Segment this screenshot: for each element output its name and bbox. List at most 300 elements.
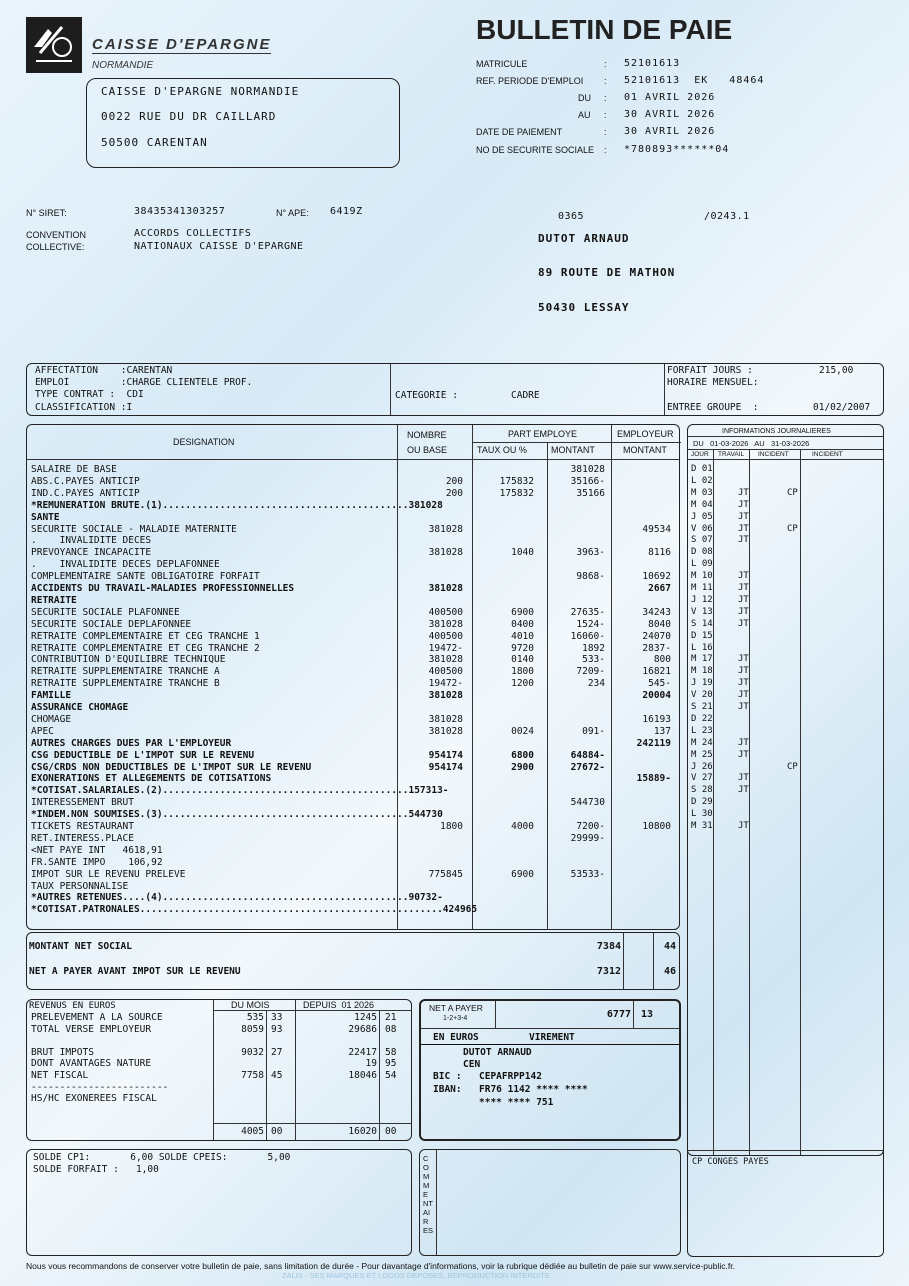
daily-incident: CP	[787, 523, 798, 534]
employer-address-line: 0022 RUE DU DR CAILLARD	[101, 110, 277, 123]
pay-line-base: 1800	[440, 821, 463, 832]
daily-work: JT	[738, 821, 749, 831]
daily-row	[690, 463, 880, 475]
pay-line-montant: 1892	[582, 642, 605, 654]
net-box	[26, 932, 680, 990]
daily-work: JT	[738, 594, 749, 605]
pay-line-employeur: 800	[653, 654, 671, 666]
forfait-value: 215,00	[819, 365, 854, 376]
pay-line-employeur: 8040	[648, 618, 671, 630]
pay-line-base: 400500	[428, 666, 463, 678]
employee-name: DUTOT ARNAUD	[538, 232, 630, 245]
net-social-cents: 44	[664, 941, 677, 952]
pay-line-taux: 1800	[511, 666, 534, 678]
pay-line-designation: ASSURANCE CHOMAGE	[31, 702, 129, 713]
revenus-total-mois-cents: 00	[271, 1126, 283, 1137]
daily-day: V 27	[691, 773, 713, 784]
revenus-label: PRELEVEMENT A LA SOURCE	[31, 1012, 163, 1023]
revenus-depuis-cents: 21	[385, 1012, 397, 1023]
pay-line-montant: 1524-	[576, 618, 605, 630]
pay-line-employeur: 20004	[642, 690, 671, 702]
pay-line	[27, 881, 681, 893]
net-a-payer-euros: 6777	[606, 1009, 631, 1020]
header-label: DATE DE PAIEMENT	[476, 127, 563, 137]
revenus-depuis: 1245	[354, 1012, 377, 1023]
pay-line-montant: 35166-	[570, 475, 605, 487]
daily-day: D 15	[691, 630, 713, 641]
revenus-mois: 535	[246, 1012, 264, 1023]
pay-line-taux: 4000	[511, 821, 534, 832]
revenus-row	[27, 1012, 413, 1024]
pay-line	[27, 476, 681, 488]
revenus-mois: 7758	[241, 1070, 264, 1081]
daily-day: V 06	[691, 523, 713, 534]
daily-work: JT	[738, 666, 749, 677]
pay-line-employeur: 8116	[648, 547, 671, 559]
pay-line-taux: 175832	[499, 487, 534, 499]
pay-line-designation: SALAIRE DE BASE	[31, 464, 117, 475]
pay-line-employeur: 545-	[648, 678, 671, 690]
daily-day: M 10	[691, 571, 713, 582]
pay-line-employeur: 242119	[636, 737, 671, 749]
daily-row	[690, 582, 880, 594]
pay-line-employeur: 10692	[642, 571, 671, 583]
page-title: BULLETIN DE PAIE	[476, 14, 733, 45]
pay-line-taux: 1200	[511, 678, 534, 690]
daily-work: JT	[738, 487, 749, 498]
pay-line	[27, 892, 681, 904]
pay-line-employeur: 10800	[642, 821, 671, 832]
header-label: AU	[578, 110, 591, 120]
pay-line-base: 381028	[428, 654, 463, 666]
header-value: 30 AVRIL 2026	[624, 126, 716, 137]
ape-value: 6419Z	[330, 206, 363, 217]
revenus-mois-cents: 45	[271, 1070, 283, 1081]
legend-text: CP CONGES PAYES	[692, 1157, 769, 1167]
daily-row	[690, 749, 880, 761]
pay-line-designation: RETRAITE	[31, 594, 77, 606]
pay-line-taux: 0024	[511, 725, 534, 737]
daily-incident: CP	[787, 487, 798, 498]
daily-row	[690, 606, 880, 618]
daily-row	[690, 784, 880, 796]
col-ou-base: OU BASE	[407, 445, 448, 455]
daily-row	[690, 642, 880, 654]
daily-work: JT	[738, 606, 749, 617]
daily-day: D 01	[691, 464, 713, 474]
pay-line	[27, 869, 681, 881]
daily-work: JT	[738, 702, 749, 712]
net-a-payer-sub: 1-2+3-4	[443, 1015, 468, 1022]
bank-name: CAISSE D'EPARGNE	[92, 36, 272, 53]
revenus-label: DONT AVANTAGES NATURE	[31, 1058, 152, 1070]
col-travail: TRAVAIL	[718, 451, 745, 458]
pay-line	[27, 547, 681, 559]
revenus-rows	[27, 1012, 413, 1117]
pay-line-montant: 544730	[570, 797, 605, 809]
pay-line-designation: . INVALIDITE DECES DEPLAFONNEE	[31, 559, 220, 571]
revenus-depuis-cents: 95	[385, 1058, 397, 1070]
daily-row	[690, 523, 880, 535]
daily-day: D 08	[691, 547, 713, 558]
revenus-row	[27, 1035, 413, 1047]
pay-line-designation: TICKETS RESTAURANT	[31, 821, 134, 832]
daily-day: J 05	[691, 511, 713, 522]
pay-line-taux: 175832	[499, 475, 534, 487]
header-value: 30 AVRIL 2026	[624, 109, 716, 120]
daily-work: JT	[738, 535, 749, 546]
pay-line-designation: *COTISAT.SALARIALES.(2)...........................................157313-	[31, 785, 449, 797]
net-avant-impot-label: NET A PAYER AVANT IMPOT SUR LE REVENU	[29, 966, 241, 977]
pay-line-designation: SECURITE SOCIALE DEPLAFONNEE	[31, 618, 192, 630]
pay-line	[27, 773, 681, 785]
employee-code: 0365	[558, 211, 585, 222]
pay-line	[27, 643, 681, 655]
header-label: REF. PERIODE D'EMPLOI	[476, 76, 584, 86]
revenus-label: HS/HC EXONEREES FISCAL	[31, 1093, 157, 1105]
daily-work: JT	[738, 678, 749, 689]
daily-row	[690, 558, 880, 570]
daily-row	[690, 570, 880, 582]
pay-line	[27, 750, 681, 762]
pay-line-employeur: 16821	[642, 666, 671, 678]
affectation-box	[26, 363, 884, 416]
daily-row	[690, 653, 880, 665]
revenus-total-mois: 4005	[241, 1126, 264, 1137]
daily-work: JT	[738, 583, 749, 593]
pay-line-designation: TAUX PERSONNALISE	[31, 880, 129, 892]
payee-name: DUTOT ARNAUD	[463, 1047, 532, 1058]
pay-line-montant: 27672-	[570, 761, 605, 773]
pay-line-designation: RET.INTERESS.PLACE	[31, 832, 134, 844]
pay-line-designation: *REMUNERATION BRUTE.(1)...........................................381028	[31, 499, 443, 511]
daily-row	[690, 511, 880, 523]
pay-line-base: 400500	[428, 630, 463, 642]
pay-line-taux: 4010	[511, 630, 534, 642]
pay-line-designation: SECURITE SOCIALE - MALADIE MATERNITE	[31, 523, 237, 535]
pay-line	[27, 500, 681, 512]
affectation-line: AFFECTATION :CARENTAN	[35, 365, 173, 376]
daily-row	[690, 820, 880, 832]
pay-lines	[27, 464, 681, 924]
pay-line-montant: 234	[587, 678, 605, 690]
header-colon: :	[604, 93, 607, 103]
daily-day: M 18	[691, 666, 713, 677]
pay-line	[27, 524, 681, 536]
pay-line	[27, 762, 681, 774]
revenus-row	[27, 1047, 413, 1059]
daily-row	[690, 499, 880, 511]
revenus-total-depuis-cents: 00	[385, 1126, 397, 1137]
daily-day: J 19	[691, 678, 713, 689]
header-value: 01 AVRIL 2026	[624, 92, 716, 103]
pay-line	[27, 714, 681, 726]
pay-line	[27, 631, 681, 643]
forfait-label: FORFAIT JOURS :	[667, 365, 753, 376]
daily-work: JT	[738, 785, 749, 796]
soldes-box	[26, 1149, 412, 1256]
pay-line-base: 381028	[428, 713, 463, 725]
revenus-depuis-cents: 54	[385, 1070, 397, 1081]
revenus-mois: 9032	[241, 1046, 264, 1058]
pay-line	[27, 738, 681, 750]
daily-row	[690, 713, 880, 725]
daily-row	[690, 808, 880, 820]
daily-day: S 07	[691, 535, 713, 546]
daily-work: JT	[738, 511, 749, 522]
revenus-box	[26, 999, 412, 1141]
revenus-row	[27, 1082, 413, 1094]
pay-line-designation: COMPLEMENTAIRE SANTE OBLIGATOIRE FORFAIT	[31, 571, 260, 583]
daily-info-title: INFORMATIONS JOURNALIERES	[722, 428, 831, 435]
pay-line-designation: APEC	[31, 725, 54, 737]
pay-line-montant: 9868-	[576, 571, 605, 583]
header-label: DU	[578, 93, 591, 103]
pay-line-montant: 091-	[582, 725, 605, 737]
pay-line-montant: 16060-	[570, 630, 605, 642]
pay-line	[27, 809, 681, 821]
pay-line-base: 400500	[428, 606, 463, 618]
pay-line-base: 775845	[428, 868, 463, 880]
revenus-depuis: 19	[365, 1058, 377, 1070]
revenus-mois-cents: 93	[271, 1023, 283, 1035]
revenus-depuis: 29686	[348, 1023, 377, 1035]
pay-line	[27, 857, 681, 869]
pay-line-employeur: 137	[653, 725, 671, 737]
header-label: MATRICULE	[476, 59, 528, 69]
pay-line-montant: 3963-	[576, 547, 605, 559]
pay-line-designation: IND.C.PAYES ANTICIP	[31, 487, 140, 499]
pay-line	[27, 821, 681, 833]
type-contrat-line: TYPE CONTRAT : CDI	[35, 389, 144, 400]
daily-work: JT	[738, 618, 749, 629]
revenus-label: TOTAL VERSE EMPLOYEUR	[31, 1023, 152, 1035]
employer-address-line: CAISSE D'EPARGNE NORMANDIE	[101, 85, 300, 98]
daily-row	[690, 796, 880, 808]
header-colon: :	[604, 110, 607, 120]
siret-label: N° SIRET:	[26, 208, 67, 218]
pay-line	[27, 607, 681, 619]
daily-work: JT	[738, 523, 749, 534]
net-a-payer-label: NET A PAYER	[429, 1003, 483, 1013]
revenus-label: BRUT IMPOTS	[31, 1046, 94, 1058]
daily-incident: CP	[787, 761, 798, 772]
daily-day: M 25	[691, 749, 713, 760]
pay-line-designation: AUTRES CHARGES DUES PAR L'EMPLOYEUR	[31, 737, 232, 749]
pay-line-designation: PREVOYANCE INCAPACITE	[31, 547, 152, 559]
revenus-depuis-cents: 08	[385, 1023, 397, 1035]
pay-line-designation: CHOMAGE	[31, 713, 72, 725]
col-montant: MONTANT	[551, 445, 595, 455]
pay-line-employeur: 2837-	[642, 642, 671, 654]
daily-day: J 26	[691, 761, 713, 772]
pay-line-base: 381028	[428, 547, 463, 559]
convention-label: COLLECTIVE:	[26, 242, 85, 252]
daily-row	[690, 725, 880, 737]
revenus-label: ------------------------	[31, 1081, 169, 1093]
pay-line-base: 381028	[428, 583, 463, 594]
pay-line-employeur: 2667	[648, 583, 671, 594]
daily-day: M 04	[691, 499, 713, 510]
daily-day: M 17	[691, 654, 713, 665]
revenus-depuis: 18046	[348, 1070, 377, 1081]
pay-line-taux: 6800	[511, 749, 534, 761]
iban-value: **** **** 751	[479, 1097, 554, 1108]
pay-line	[27, 654, 681, 666]
soldes-line: SOLDE CP1: 6,00 SOLDE CPEIS: 5,00	[33, 1152, 291, 1163]
daily-day: D 29	[691, 797, 713, 808]
header-info	[476, 58, 896, 168]
pay-line-employeur: 34243	[642, 606, 671, 618]
revenus-title: REVENUS EN EUROS	[29, 1001, 116, 1011]
daily-day: L 23	[691, 725, 713, 736]
pay-line-designation: RETRAITE SUPPLEMENTAIRE TRANCHE B	[31, 678, 220, 690]
pay-line-designation: RETRAITE SUPPLEMENTAIRE TRANCHE A	[31, 666, 220, 678]
pay-line-designation: *COTISAT.PATRONALES.....................................................424965	[31, 904, 478, 916]
daily-work: JT	[738, 571, 749, 582]
iban-value: FR76 1142 **** ****	[479, 1084, 588, 1095]
header-colon: :	[604, 76, 607, 86]
pay-line	[27, 583, 681, 595]
pay-line	[27, 571, 681, 583]
pay-line	[27, 726, 681, 738]
daily-row	[690, 487, 880, 499]
pay-line	[27, 512, 681, 524]
revenus-row	[27, 1024, 413, 1036]
pay-line-designation: RETRAITE COMPLEMENTAIRE ET CEG TRANCHE 1	[31, 630, 260, 642]
pay-line-designation: FAMILLE	[31, 690, 72, 702]
pay-line-montant: 7209-	[576, 666, 605, 678]
pay-line-designation: ACCIDENTS DU TRAVAIL-MALADIES PROFESSIONNELLES	[31, 583, 295, 594]
daily-day: S 14	[691, 618, 713, 629]
daily-day: L 16	[691, 642, 713, 653]
net-a-payer-cents: 13	[641, 1009, 654, 1020]
pay-line-designation: IMPOT SUR LE REVENU PRELEVE	[31, 868, 186, 880]
daily-work: JT	[738, 773, 749, 784]
pay-line-employeur: 24070	[642, 630, 671, 642]
pay-line	[27, 619, 681, 631]
pay-line-montant: 29999-	[570, 832, 605, 844]
bic-label: BIC :	[433, 1071, 462, 1082]
pay-line-taux: 9720	[511, 642, 534, 654]
pay-line-taux: 0140	[511, 654, 534, 666]
daily-work: JT	[738, 499, 749, 510]
daily-day: S 28	[691, 785, 713, 796]
convention-value: NATIONAUX CAISSE D'EPARGNE	[134, 241, 304, 252]
col-montant-employeur: MONTANT	[623, 445, 667, 455]
daily-info-period: DU 01-03-2026 AU 31-03-2026	[693, 439, 810, 448]
daily-row	[690, 677, 880, 689]
classification-line: CLASSIFICATION :I	[35, 402, 133, 413]
revenus-mois-cents: 33	[271, 1012, 283, 1023]
pay-line	[27, 690, 681, 702]
header-value: *780893******04	[624, 144, 730, 155]
bank-logo-icon	[26, 17, 82, 73]
pay-line-montant: 64884-	[570, 749, 605, 761]
net-avant-impot-euros: 7312	[596, 966, 621, 977]
pay-line-montant: 7200-	[576, 821, 605, 832]
ape-label: N° APE:	[276, 208, 309, 218]
daily-row	[690, 772, 880, 784]
revenus-mois: 8059	[241, 1023, 264, 1035]
pay-line-designation: RETRAITE COMPLEMENTAIRE ET CEG TRANCHE 2	[31, 642, 260, 654]
net-social-label: MONTANT NET SOCIAL	[29, 941, 132, 952]
pay-line-designation: SECURITE SOCIALE PLAFONNEE	[31, 606, 180, 618]
pay-line-base: 381028	[428, 725, 463, 737]
payee-cen: CEN	[463, 1059, 481, 1070]
pay-line-montant: 35166	[576, 487, 605, 499]
col-incident: INCIDENT	[812, 451, 843, 458]
pay-line-taux: 2900	[511, 761, 534, 773]
pay-line-base: 19472-	[428, 642, 463, 654]
footer-note: Nous vous recommandons de conserver votre bulletin de paie, sans limitation de durée - Pour davantage d'informations, voir la rubrique dédiée au bulletin de paie sur www.service-public.fr.	[26, 1261, 735, 1271]
pay-line	[27, 535, 681, 547]
iban-label: IBAN:	[433, 1084, 462, 1095]
pay-line-designation: CONTRIBUTION D'EQUILIBRE TECHNIQUE	[31, 654, 226, 666]
pay-line-montant: 533-	[582, 654, 605, 666]
pay-line-designation: SANTE	[31, 511, 60, 523]
col-taux: TAUX OU %	[477, 445, 527, 455]
revenus-depuis: 22417	[348, 1046, 377, 1058]
daily-list	[688, 463, 885, 843]
col-nombre: NOMBRE	[407, 430, 447, 440]
pay-line-taux: 6900	[511, 868, 534, 880]
daily-row	[690, 689, 880, 701]
pay-line-base: 381028	[428, 690, 463, 702]
header-colon: :	[604, 127, 607, 137]
commentaires-label: COMMENTAIRES	[423, 1154, 434, 1235]
pay-line-base: 954174	[428, 749, 463, 761]
daily-day: M 03	[691, 487, 713, 498]
daily-work: JT	[738, 690, 749, 701]
bic-value: CEPAFRPP142	[479, 1071, 542, 1082]
pay-line	[27, 904, 681, 916]
daily-work: JT	[738, 737, 749, 748]
daily-day: V 13	[691, 606, 713, 617]
revenus-total-depuis: 16020	[348, 1126, 377, 1137]
pay-line-designation: <NET PAYE INT 4618,91	[31, 844, 163, 856]
pay-line-taux: 6900	[511, 606, 534, 618]
pay-line-base: 200	[445, 487, 463, 499]
net-avant-impot-cents: 46	[664, 966, 677, 977]
header-value: 52101613	[624, 58, 681, 69]
pay-line-designation: *INDEM.NON SOUMISES.(3)...........................................544730	[31, 809, 443, 821]
daily-work: JT	[738, 654, 749, 665]
soldes-line: SOLDE FORFAIT : 1,00	[33, 1164, 159, 1175]
daily-row	[690, 737, 880, 749]
header-label: NO DE SECURITE SOCIALE	[476, 145, 595, 155]
pay-line	[27, 488, 681, 500]
employer-address-box	[86, 78, 400, 168]
pay-line	[27, 833, 681, 845]
daily-work: JT	[738, 749, 749, 760]
employee-city: 50430 LESSAY	[538, 301, 630, 314]
pay-line-base: 381028	[428, 618, 463, 630]
emploi-line: EMPLOI :CHARGE CLIENTELE PROF.	[35, 377, 253, 388]
en-euros-label: EN EUROS	[433, 1032, 479, 1043]
revenus-depuis-cents: 58	[385, 1046, 397, 1058]
daily-row	[690, 534, 880, 546]
daily-day: J 12	[691, 594, 713, 605]
net-social-euros: 7384	[596, 941, 621, 952]
pay-line	[27, 464, 681, 476]
daily-day: M 11	[691, 583, 713, 593]
revenus-row	[27, 1058, 413, 1070]
daily-row	[690, 761, 880, 773]
revenus-row	[27, 1070, 413, 1082]
pay-table	[26, 424, 680, 930]
pay-line-montant: 53533-	[570, 868, 605, 880]
